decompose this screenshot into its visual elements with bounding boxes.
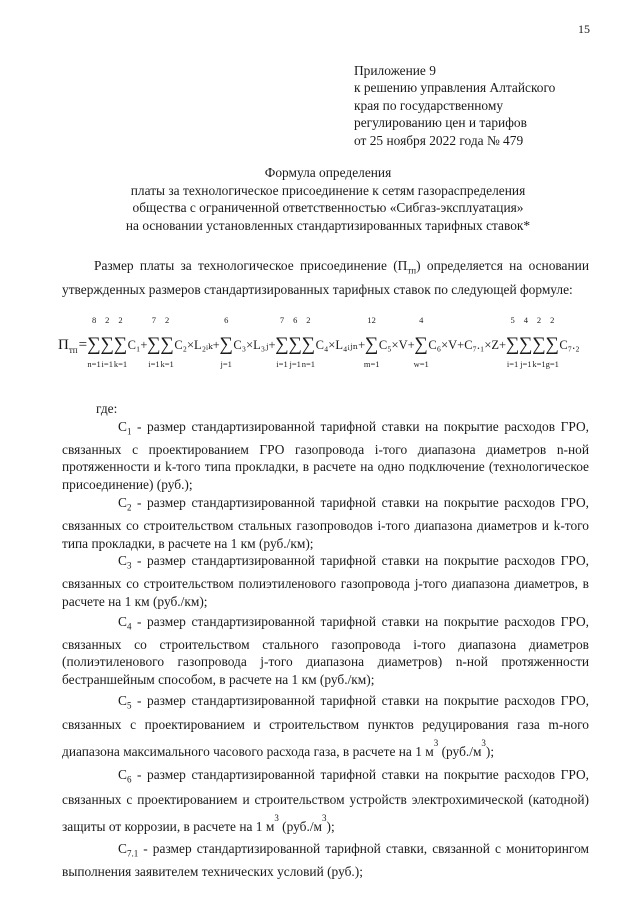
definition-c6: $C_6$ - размер стандартизированной тарифной ставки на покрытие расходов ГРО, связанных с проектированием и строительством устройств электрохимической (катодной) защиты от коррозии, в расчете на 1 $м^3$ $(руб./м^3)$;	[62, 767, 589, 834]
summation-sign: ∑	[100, 334, 115, 355]
formula-equals: =	[78, 337, 88, 353]
sum-lower-index: i=1	[148, 359, 160, 369]
sum-upper-limit: 7	[279, 315, 285, 325]
sum-lower-index: w=1	[413, 359, 429, 369]
appendix-header	[354, 62, 555, 149]
formula-term: C₇.₂	[559, 338, 580, 352]
title-line: Формула определения	[264, 165, 392, 180]
sum-upper-limit: 6	[293, 315, 298, 325]
summation-sign: ∑	[87, 334, 101, 355]
sum-lower-index: k=1	[532, 359, 546, 369]
sum-upper-limit: 8	[91, 315, 97, 325]
sum-upper-limit: 4	[523, 315, 528, 325]
definition-c1: $C_1$ - размер стандартизированной тарифной ставки на покрытие расходов ГРО, связанных с проектированием ГРО газопровода i-того диапазона диаметров n-ной протяженности и k-того типа прокладки, в расчете на одно подключение (технологическое присоединение) (руб.);	[62, 418, 589, 493]
page-number: 15	[578, 22, 590, 36]
where-label: где:	[96, 401, 118, 416]
summation-sign: ∑	[532, 334, 546, 355]
sum-upper-limit: 12	[367, 315, 376, 325]
sum-upper-limit: 2	[105, 315, 110, 325]
sum-upper-limit: 2	[306, 315, 311, 325]
summation-sign: ∑	[301, 334, 316, 355]
sum-lower-index: j=1	[289, 359, 301, 369]
sum-upper-limit: 2	[164, 315, 170, 325]
summation-sign: ∑	[160, 334, 174, 355]
sum-lower-index: i=1	[506, 359, 519, 369]
formula-term: C₅×V+	[378, 338, 415, 352]
sum-lower-index: j=1	[220, 359, 232, 369]
formula-term: C₂×L₂ᵢₖ+	[174, 338, 220, 352]
summation-sign: ∑	[113, 334, 128, 355]
formula-term: C₆×V+C₇.₁×Z+	[428, 338, 507, 352]
title-line: платы за технологическое присоединение к сетям газораспределения	[130, 182, 526, 198]
title-line: на основании установленных стандартизированных тарифных ставок*	[125, 217, 531, 233]
definitions-list	[62, 400, 589, 881]
sum-lower-index: k=1	[113, 359, 128, 369]
fee-formula	[58, 312, 588, 370]
summation-sign: ∑	[519, 334, 533, 355]
title-line: общества с ограниченной ответственностью «Сибгаз-эксплуатация»	[132, 200, 524, 216]
sum-lower-index: m=1	[363, 359, 380, 369]
appendix-line: от 25 ноября 2022 года № 479	[354, 132, 524, 148]
sum-upper-limit: 5	[510, 315, 515, 325]
definition-c2: $C_2$ - размер стандартизированной тарифной ставки на покрытие расходов ГРО, связанных со строительством стальных газопроводов i-того диапазона диаметров и k-того типа прокладки, в расчете на 1 км (руб./км);	[62, 494, 589, 551]
formula-term: C₄×L₄ᵢⱼₙ+	[315, 338, 366, 352]
definition-c7-1: $C_{7.1}$ - размер стандартизированной тарифной ставки, связанной с мониторингом выполнения заявителем технических условий (руб.);	[62, 840, 589, 880]
sum-lower-index: j=1	[520, 359, 532, 369]
sum-upper-limit: 2	[536, 315, 542, 325]
definition-c4: $C_4$ - размер стандартизированной тарифной ставки на покрытие расходов ГРО, связанных со строительством стального газопровода i-того диапазона диаметров (полиэтиленового газопровода j-того диапазона диаметров) n-ной протяженности бестраншейным способом, в расчете на 1 км (руб./км);	[62, 613, 589, 687]
document-title	[40, 164, 616, 234]
summation-sign: ∑	[505, 334, 520, 355]
summation-sign: ∑	[219, 334, 233, 355]
appendix-line: регулированию цен и тарифов	[354, 115, 527, 131]
sum-upper-limit: 6	[224, 315, 229, 325]
sum-lower-index: k=1	[160, 359, 174, 369]
summation-sign: ∑	[545, 334, 559, 355]
formula-graphic	[58, 312, 588, 370]
sum-lower-index: i=1	[276, 359, 288, 369]
formula-term: C₃×L₃ⱼ+	[233, 338, 276, 352]
sum-upper-limit: 2	[550, 315, 555, 325]
formula-term: C₁+	[127, 338, 148, 352]
definition-c5: $C_5$ - размер стандартизированной тарифной ставки на покрытие расходов ГРО, связанных с проектированием и строительством пунктов редуцирования газа m-ного диапазона максимального часового расхода газа, в расчете на 1 $м^3$ $(руб./м^3)$;	[62, 692, 589, 760]
intro-paragraph: Размер платы за технологическое присоединение $(П_{тп})$ определяется на основании утвержденных размеров стандартизированных тарифных ставок по следующей формуле:	[62, 258, 589, 297]
sum-lower-index: i=1	[101, 359, 113, 369]
summation-sign: ∑	[288, 334, 302, 355]
sum-lower-index: n=1	[87, 359, 101, 369]
formula-lhs-subscript: тп	[68, 345, 78, 355]
appendix-line: Приложение 9	[354, 63, 436, 78]
summation-sign: ∑	[147, 334, 161, 355]
sum-upper-limit: 4	[419, 315, 424, 325]
sum-lower-index: g=1	[545, 359, 559, 369]
appendix-line: края по государственному	[354, 97, 504, 113]
appendix-line: к решению управления Алтайского	[354, 80, 556, 96]
summation-sign: ∑	[414, 334, 428, 355]
formula-lhs: П	[58, 337, 69, 353]
definition-c3: $C_3$ - размер стандартизированной тарифной ставки на покрытие расходов ГРО, связанных со строительством полиэтиленового газопровода j-того диапазона диаметров, в расчете на 1 км (руб./км);	[62, 553, 589, 609]
sum-upper-limit: 7	[151, 315, 157, 325]
sum-lower-index: n=1	[301, 359, 316, 369]
sum-upper-limit: 2	[118, 315, 123, 325]
summation-sign: ∑	[364, 334, 379, 355]
summation-sign: ∑	[275, 334, 289, 355]
